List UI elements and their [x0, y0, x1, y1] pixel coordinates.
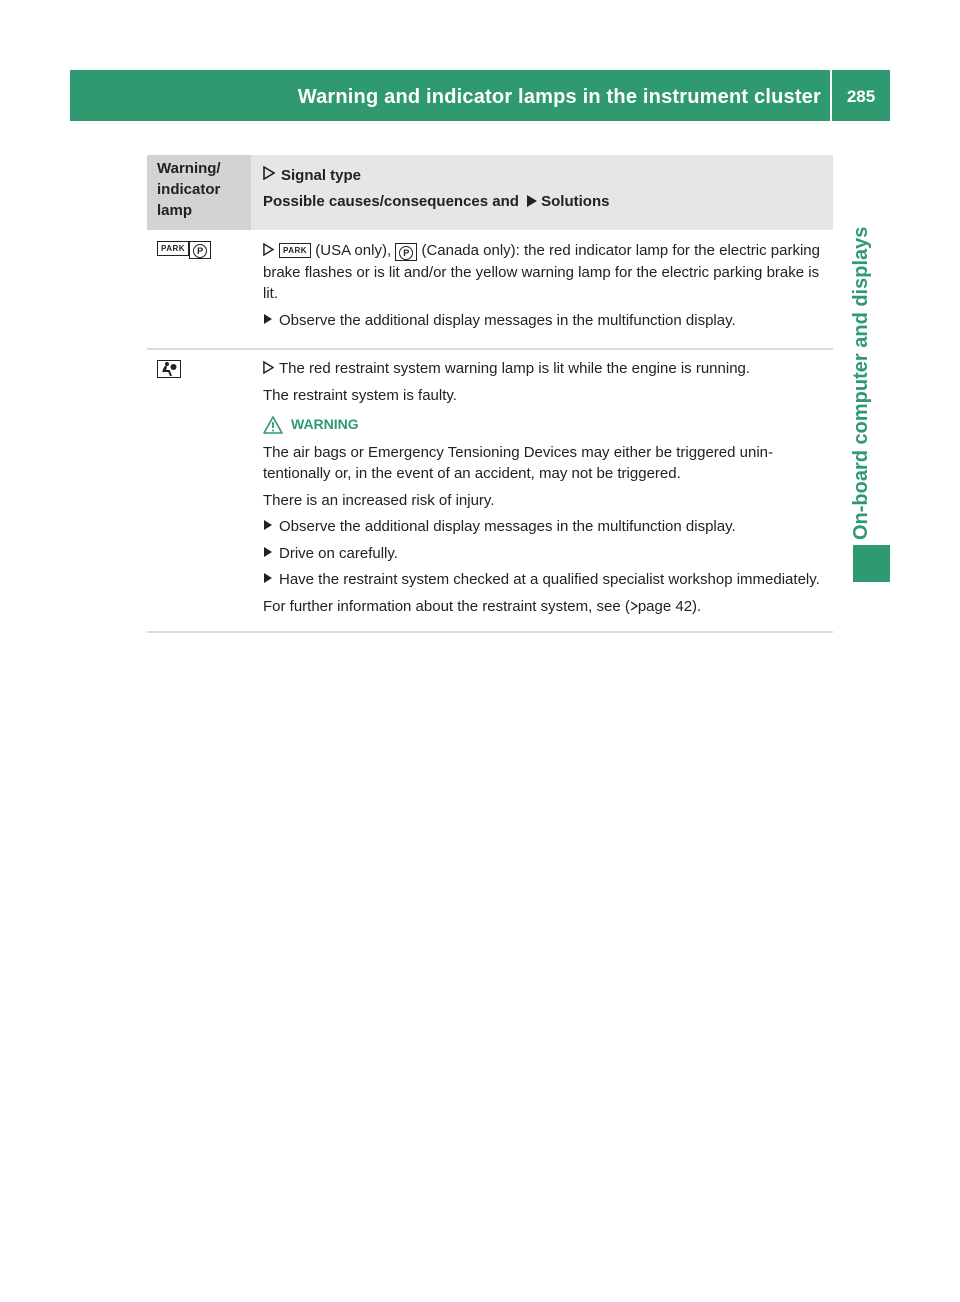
- signal-type-icon: [263, 243, 274, 256]
- causes-label: Possible causes/consequences and: [263, 193, 519, 210]
- list-item: Have the restraint system checked at a qualified specialist workshop immediately.: [263, 569, 825, 591]
- list-item: Drive on carefully.: [263, 543, 825, 565]
- signal-type-label: Signal type: [281, 167, 362, 184]
- chapter-tab-label: On-board computer and displays: [850, 226, 872, 540]
- park-icon: PARK: [279, 243, 311, 258]
- column-header-signal: [251, 155, 833, 230]
- further-info-text: For further information about the restraint system, see ( page 42).: [263, 597, 702, 615]
- chapter-marker: [853, 545, 890, 582]
- solutions-label: Solutions: [541, 193, 610, 210]
- warning-triangle-icon: [263, 416, 283, 434]
- signal-type-icon: [263, 166, 275, 180]
- page-reference-link[interactable]: page 42).: [637, 597, 702, 615]
- column-header-lamp: Warning/ indicator lamp: [147, 155, 251, 230]
- signal-type-icon: [263, 361, 274, 374]
- signal-text: The red restraint system warning lamp is lit while the engine is running.: [263, 358, 825, 380]
- description-cell: [251, 230, 833, 348]
- action-arrow-icon: [263, 313, 273, 325]
- lamp-cell: [147, 350, 251, 631]
- page-header: [70, 70, 890, 121]
- chapter-tab: [833, 130, 890, 540]
- action-arrow-icon: [263, 572, 273, 584]
- lamp-cell: [147, 230, 251, 348]
- p-circle-icon: P: [395, 243, 417, 261]
- table-row: [147, 230, 833, 350]
- page-title: Warning and indicator lamps in the instrument cluster: [297, 86, 821, 108]
- signal-text: PARK (USA only), P (Canada only): the red indicator lamp for the electric parking brake flashes or is lit and/or the yellow warning lamp for the electric parking brake is lit.: [263, 242, 820, 302]
- page-number: 285: [846, 87, 876, 106]
- list-item: Observe the additional display messages in the multifunction display.: [263, 310, 825, 332]
- risk-text: There is an increased risk of injury.: [263, 491, 495, 509]
- table-header: [147, 155, 833, 230]
- description-cell: [251, 350, 833, 631]
- solutions-arrow-icon: [526, 194, 538, 208]
- warning-heading: WARNING: [263, 414, 825, 436]
- airbag-icon: [157, 360, 181, 378]
- action-arrow-icon: [263, 546, 273, 558]
- warning-text: The air bags or Emergency Tensioning Devices may either be triggered unintentionally or, in the event of an accident, may not be triggered.: [263, 443, 773, 482]
- page-ref-arrow-icon: [630, 601, 638, 611]
- table-row: [147, 350, 833, 633]
- action-arrow-icon: [263, 519, 273, 531]
- lamp-table: [147, 155, 833, 633]
- cause-text: The restraint system is faulty.: [263, 386, 457, 404]
- park-icon: PARK: [157, 241, 189, 256]
- p-circle-icon: P: [189, 241, 211, 259]
- list-item: Observe the additional display messages in the multifunction display.: [263, 516, 825, 538]
